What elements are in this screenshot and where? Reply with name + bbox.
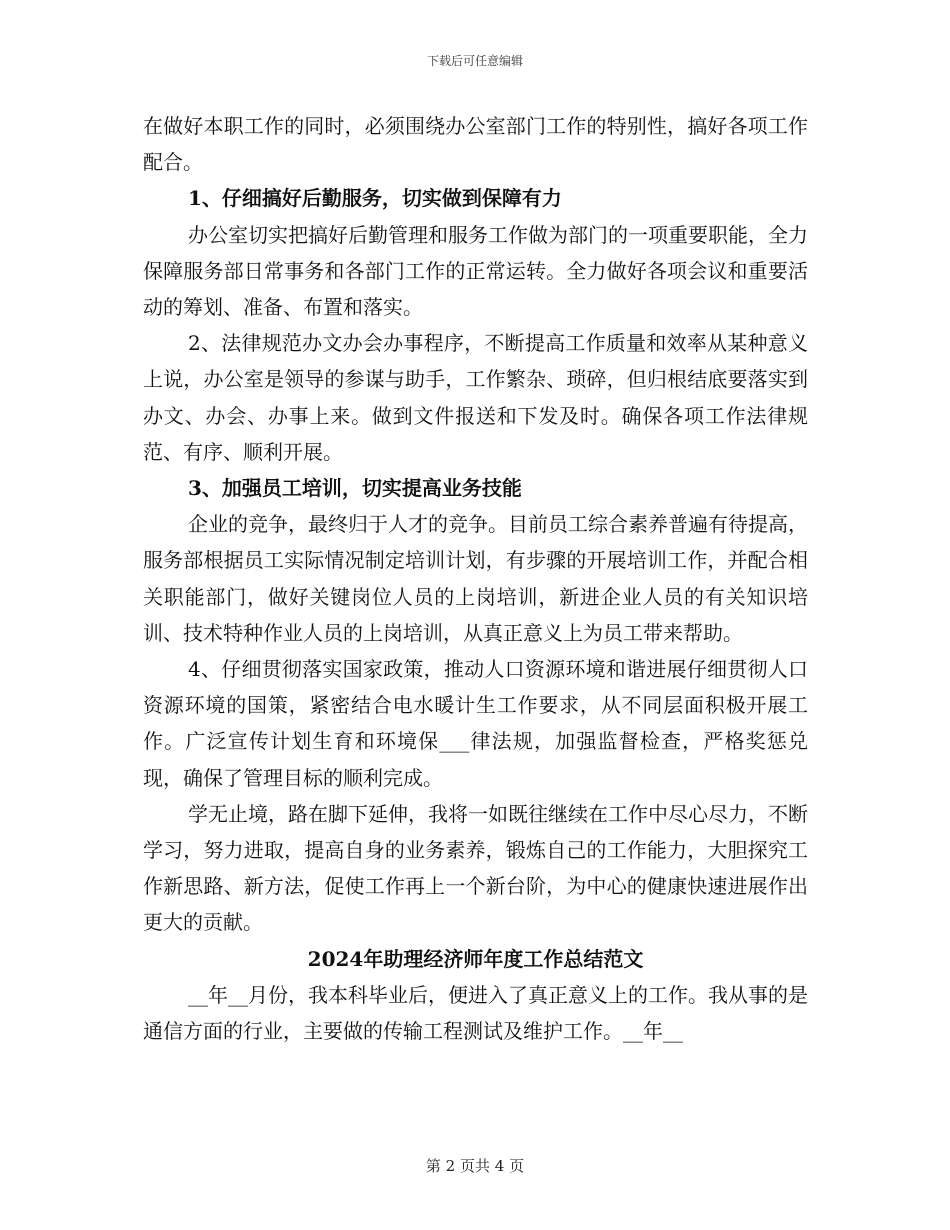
section-heading-1: 1、仔细搞好后勤服务，切实做到保障有力	[188, 186, 562, 211]
paragraph-section-4: 4、仔细贯彻落实国家政策，推动人口资源环境和谐进展仔细贯彻人口资源环境的国策，紧密结合电水暖计生工作要求，从不同层面积极开展工作。广泛宣传计划生育和环境保___律法规，加强监督检查，严格奖惩兑现，确保了管理目标的顺利完成。	[143, 657, 808, 790]
section-heading-3: 3、加强员工培训，切实提高业务技能	[188, 476, 522, 501]
page-footer: 第 2 页共 4 页	[425, 1157, 525, 1175]
paragraph-section-2: 2、法律规范办文办会办事程序，不断提高工作质量和效率从某种意义上说，办公室是领导的参谋与助手，工作繁杂、琐碎，但归根结底要落实到办文、办会、办事上来。做到文件报送和下发及时。确保各项工作法律规范、有序、顺利开展。	[143, 331, 808, 464]
document-title: 2024年助理经济师年度工作总结范文	[307, 946, 644, 971]
paragraph-section-3: 企业的竞争，最终归于人才的竞争。目前员工综合素养普遍有待提高，服务部根据员工实际情况制定培训计划，有步骤的开展培训工作，并配合相关职能部门，做好关键岗位人员的上岗培训，新进企业人员的有关知识培训、技术特种作业人员的上岗培训，从真正意义上为员工带来帮助。	[143, 512, 808, 645]
paragraph-intro: 在做好本职工作的同时，必须围绕办公室部门工作的特别性，搞好各项工作配合。	[143, 114, 808, 175]
paragraph-conclusion: 学无止境，路在脚下延伸，我将一如既往继续在工作中尽心尽力，不断学习，努力进取，提高自身的业务素养，锻炼自己的工作能力，大胆探究工作新思路、新方法，促使工作再上一个新台阶，为中心的健康快速进展作出更大的贡献。	[143, 801, 808, 935]
paragraph-opening: __年__月份，我本科毕业后，便进入了真正意义上的工作。我从事的是通信方面的行业，主要做的传输工程测试及维护工作。__年__	[143, 982, 808, 1044]
paragraph-section-1: 办公室切实把搞好后勤管理和服务工作做为部门的一项重要职能，全力保障服务部日常事务和各部门工作的正常运转。全力做好各项会议和重要活动的筹划、准备、布置和落实。	[143, 222, 808, 320]
document-body	[143, 108, 808, 1049]
header-note: 下载后可任意编辑	[426, 54, 523, 68]
